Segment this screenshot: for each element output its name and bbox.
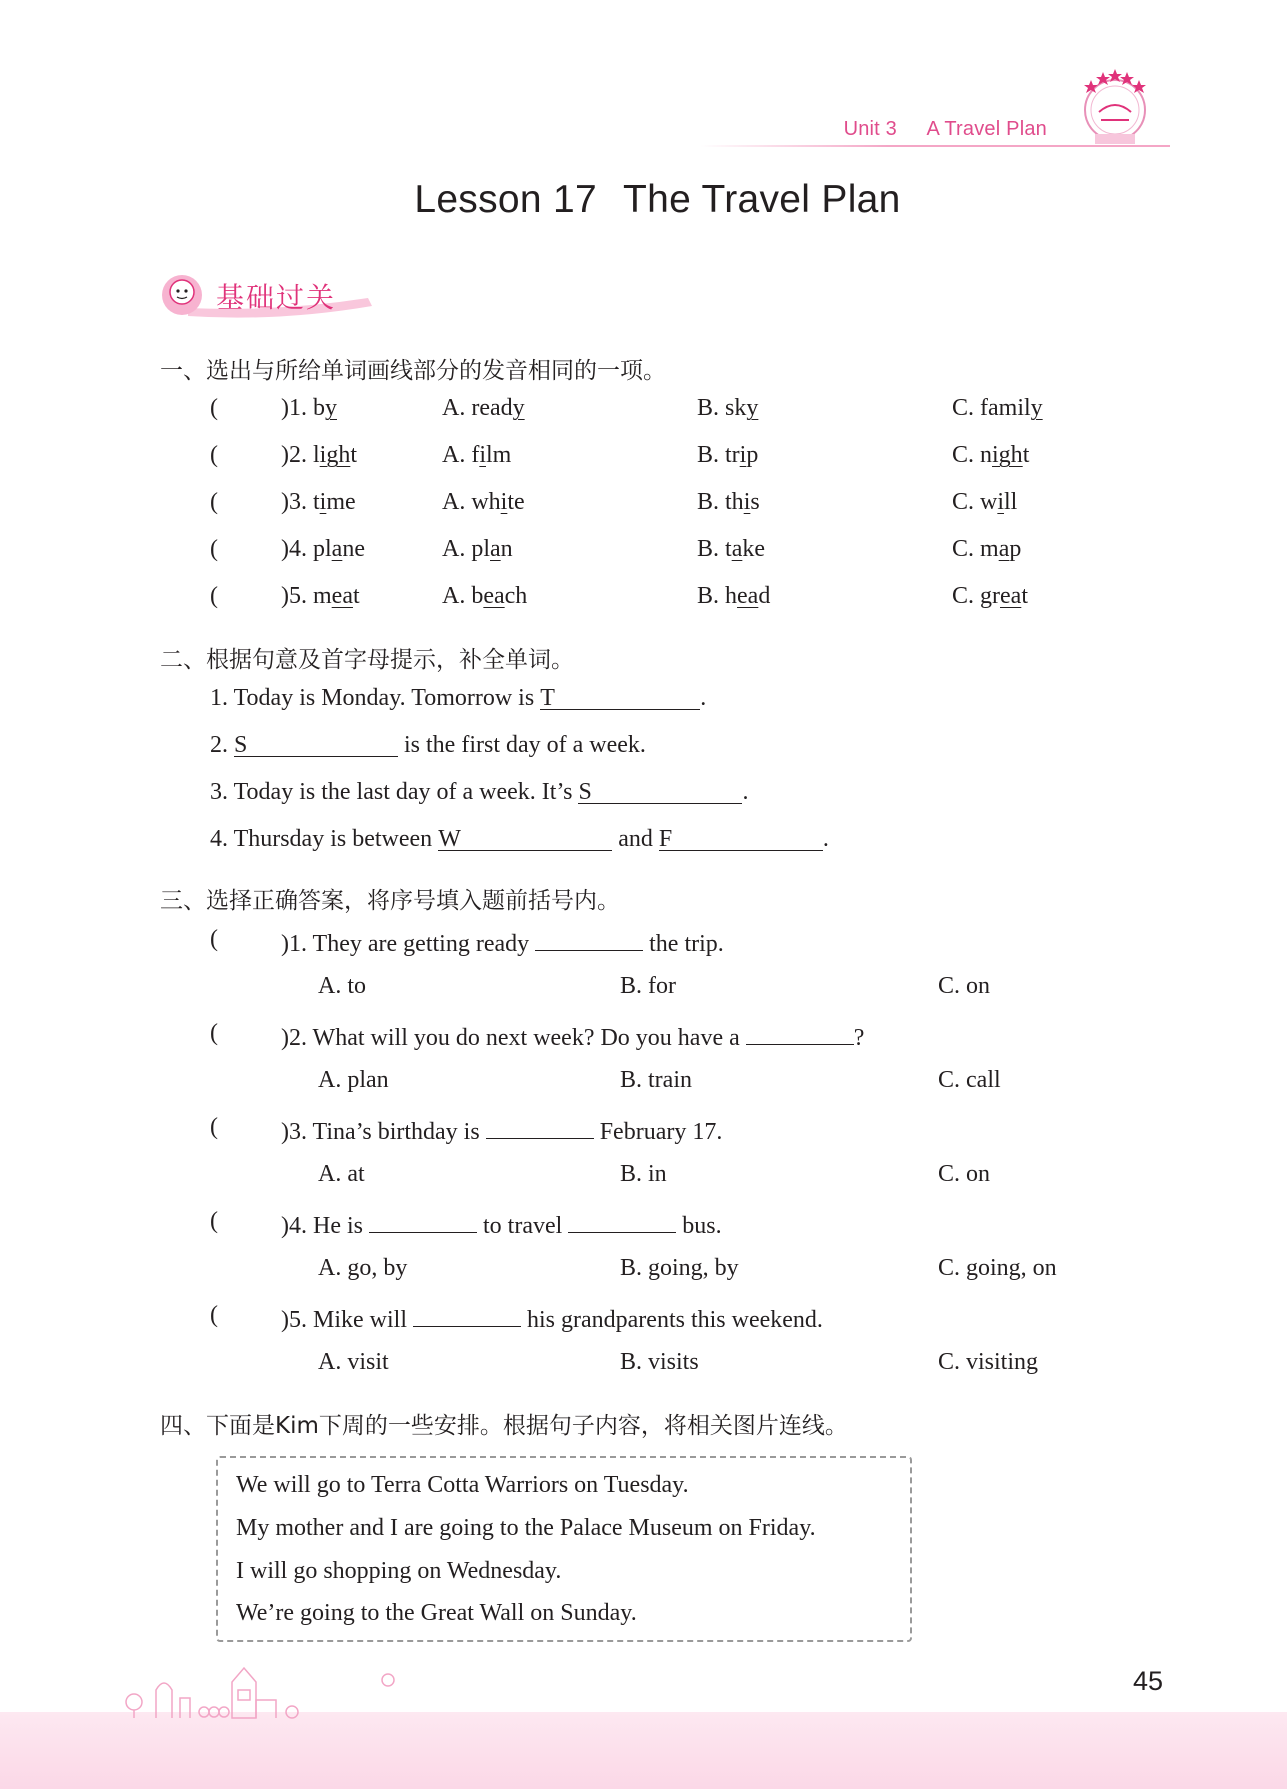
blank-input[interactable] — [746, 1020, 854, 1045]
section4-title: 四、下面是Kim下周的一些安排。根据句子内容，将相关图片连线。 — [160, 1413, 848, 1439]
option-a[interactable]: A. white — [442, 489, 525, 515]
question-word: )2. light — [281, 442, 358, 468]
page-number: 45 — [1133, 1666, 1164, 1696]
option-b[interactable]: B. visits — [620, 1349, 699, 1375]
answer-paren[interactable]: ( — [210, 395, 218, 421]
choice-question-5: )5. Mike will his grandparents this weekend. — [281, 1302, 823, 1334]
blank-input[interactable]: S — [234, 732, 398, 757]
blank-input[interactable]: S — [578, 779, 742, 804]
list-item — [210, 442, 218, 469]
unit-label: Unit 3 — [843, 118, 898, 140]
lesson-number: Lesson 17 — [414, 178, 598, 221]
fill-question-4: 4. Thursday is between W and F . — [210, 826, 829, 852]
fill-question-2: 2. S is the first day of a week. — [210, 732, 646, 758]
choice-question-3: )3. Tina’s birthday is February 17. — [281, 1114, 722, 1146]
unit-title: A Travel Plan — [926, 118, 1047, 140]
answer-paren[interactable]: ( — [210, 1114, 218, 1140]
blank-input[interactable]: F — [659, 826, 823, 851]
option-a[interactable]: A. go, by — [318, 1255, 408, 1281]
fill-question-1: 1. Today is Monday. Tomorrow is T . — [210, 685, 707, 711]
lesson-name: The Travel Plan — [623, 178, 901, 221]
sentence-line: I will go shopping on Wednesday. — [236, 1558, 562, 1584]
town-decoration-icon — [120, 1640, 440, 1720]
question-word: )4. plane — [281, 536, 365, 562]
answer-paren[interactable]: ( — [210, 489, 218, 515]
blank-input[interactable]: T — [540, 685, 700, 710]
choice-question-1: )1. They are getting ready the trip. — [281, 926, 724, 958]
option-b[interactable]: B. head — [697, 583, 771, 609]
option-b[interactable]: B. trip — [697, 442, 759, 468]
question-word: )5. meat — [281, 583, 360, 609]
option-a[interactable]: A. visit — [318, 1349, 389, 1375]
lesson-title — [0, 178, 1287, 222]
list-item — [210, 583, 218, 610]
option-b[interactable]: B. going, by — [620, 1255, 739, 1281]
option-a[interactable]: A. plan — [442, 536, 513, 562]
answer-paren[interactable]: ( — [210, 1302, 218, 1328]
option-c[interactable]: C. great — [952, 583, 1028, 609]
option-a[interactable]: A. beach — [442, 583, 528, 609]
option-a[interactable]: A. plan — [318, 1067, 389, 1093]
option-c[interactable]: C. going, on — [938, 1255, 1057, 1281]
list-item — [210, 489, 218, 516]
blank-input[interactable] — [568, 1208, 676, 1233]
list-item — [210, 395, 218, 422]
option-b[interactable]: B. in — [620, 1161, 667, 1187]
option-b[interactable]: B. train — [620, 1067, 692, 1093]
blank-input[interactable]: W — [438, 826, 612, 851]
option-b[interactable]: B. sky — [697, 395, 759, 421]
answer-paren[interactable]: ( — [210, 926, 218, 952]
section2-title: 二、根据句意及首字母提示，补全单词。 — [160, 647, 574, 673]
unit-header — [844, 118, 1047, 141]
blank-input[interactable] — [535, 926, 643, 951]
blank-input[interactable] — [486, 1114, 594, 1139]
section-banner-label: 基础过关 — [216, 281, 337, 314]
question-word: )1. by — [281, 395, 337, 421]
option-c[interactable]: C. family — [952, 395, 1043, 421]
option-a[interactable]: A. at — [318, 1161, 365, 1187]
choice-question-2: )2. What will you do next week? Do you have a ? — [281, 1020, 864, 1052]
option-c[interactable]: C. call — [938, 1067, 1001, 1093]
option-b[interactable]: B. this — [697, 489, 760, 515]
sentence-line: We’re going to the Great Wall on Sunday. — [236, 1600, 637, 1626]
section3-title: 三、选择正确答案，将序号填入题前括号内。 — [160, 888, 620, 914]
sentence-line: My mother and I are going to the Palace Museum on Friday. — [236, 1515, 816, 1541]
option-a[interactable]: A. film — [442, 442, 512, 468]
footer-band — [0, 1712, 1287, 1789]
option-a[interactable]: A. ready — [442, 395, 525, 421]
option-c[interactable]: C. on — [938, 1161, 991, 1187]
sentence-line: We will go to Terra Cotta Warriors on Tuesday. — [236, 1472, 689, 1498]
question-word: )3. time — [281, 489, 356, 515]
publisher-seal-icon — [1075, 62, 1155, 152]
list-item — [210, 536, 218, 563]
answer-paren[interactable]: ( — [210, 1208, 218, 1234]
option-c[interactable]: C. on — [938, 973, 991, 999]
option-a[interactable]: A. to — [318, 973, 366, 999]
fill-question-3: 3. Today is the last day of a week. It’s S . — [210, 779, 749, 805]
option-b[interactable]: B. for — [620, 973, 676, 999]
section1-title: 一、选出与所给单词画线部分的发音相同的一项。 — [160, 358, 666, 384]
option-c[interactable]: C. map — [952, 536, 1022, 562]
answer-paren[interactable]: ( — [210, 442, 218, 468]
blank-input[interactable] — [413, 1302, 521, 1327]
blank-input[interactable] — [369, 1208, 477, 1233]
option-b[interactable]: B. take — [697, 536, 765, 562]
answer-paren[interactable]: ( — [210, 1020, 218, 1046]
choice-question-4: )4. He is to travel bus. — [281, 1208, 722, 1240]
option-c[interactable]: C. will — [952, 489, 1018, 515]
option-c[interactable]: C. night — [952, 442, 1030, 468]
answer-paren[interactable]: ( — [210, 583, 218, 609]
answer-paren[interactable]: ( — [210, 536, 218, 562]
option-c[interactable]: C. visiting — [938, 1349, 1039, 1375]
